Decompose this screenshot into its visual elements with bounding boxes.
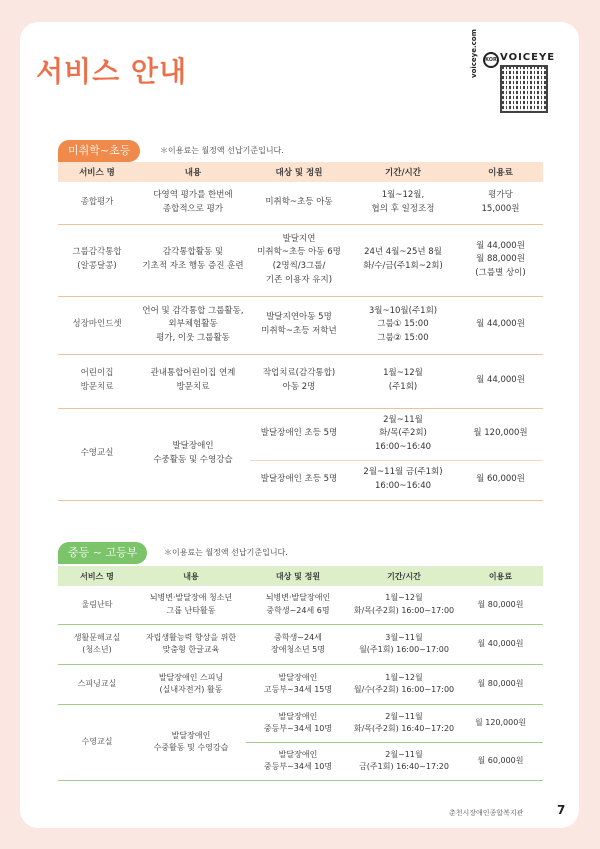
footer-org: 춘천시장애인종합복지관 bbox=[449, 809, 524, 817]
service-fee: 월 60,000원 bbox=[458, 460, 543, 500]
col-header: 대상 및 정원 bbox=[246, 566, 350, 586]
service-content: 뇌병변·발달장애 청소년 그룹 난타활동 bbox=[136, 586, 246, 624]
table-row bbox=[58, 664, 543, 704]
table-header-row bbox=[58, 566, 543, 586]
service-fee: 월 60,000원 bbox=[458, 742, 543, 780]
service-target: 발달장애인 중등부~34세 10명 bbox=[246, 704, 350, 742]
service-fee: 평가당 15,000원 bbox=[458, 182, 543, 224]
service-period: 2월~11월 화/목(주2회) 16:00~16:40 bbox=[348, 408, 458, 460]
service-period: 2월~11월 화/목(주2회) 16:40~17:20 bbox=[350, 704, 458, 742]
service-name: 울림난타 bbox=[58, 586, 136, 624]
table-row bbox=[58, 624, 543, 664]
table-row bbox=[58, 182, 543, 224]
table-row bbox=[58, 704, 543, 742]
service-period: 24년 4월~25년 8월 화/수/금(주1회~2회) bbox=[348, 224, 458, 296]
col-header: 내용 bbox=[136, 566, 246, 586]
section1-table bbox=[58, 162, 543, 501]
service-fee: 월 80,000원 bbox=[458, 664, 543, 704]
service-target: 발달지연아동 5명 미취학~초등 저학년 bbox=[250, 296, 348, 354]
service-fee: 월 44,000원 월 88,000원 (그룹별 상이) bbox=[458, 224, 543, 296]
service-fee: 월 40,000원 bbox=[458, 624, 543, 664]
page-title: 서비스 안내 bbox=[36, 55, 187, 88]
table-row bbox=[58, 354, 543, 408]
service-name: 성장마인드셋 bbox=[58, 296, 136, 354]
service-name: 어린이집 방문치료 bbox=[58, 354, 136, 408]
service-period: 2월~11월 금(주1회) 16:00~16:40 bbox=[348, 460, 458, 500]
col-header: 이용료 bbox=[458, 566, 543, 586]
service-period: 1월~12월 (주1회) bbox=[348, 354, 458, 408]
service-name: 그룹감각통합 (알콩달콩) bbox=[58, 224, 136, 296]
service-name: 스피닝교실 bbox=[58, 664, 136, 704]
page-number: 7 bbox=[557, 803, 566, 817]
qr-code-icon[interactable] bbox=[500, 65, 548, 113]
service-period: 2월~11월 금(주1회) 16:40~17:20 bbox=[350, 742, 458, 780]
service-name: 생활문해교실 (청소년) bbox=[58, 624, 136, 664]
section2-tab: 중등 ~ 고등부 bbox=[58, 542, 147, 564]
service-fee: 월 120,000원 bbox=[458, 408, 543, 460]
service-fee: 월 120,000원 bbox=[458, 704, 543, 742]
service-fee: 월 44,000원 bbox=[458, 354, 543, 408]
service-target: 발달장애인 중등부~34세 10명 bbox=[246, 742, 350, 780]
service-content: 언어 및 감각통합 그룹활동, 외부체험활동 평가, 이웃 그룹활동 bbox=[136, 296, 250, 354]
service-period: 1월~12월 월/수(주2회) 16:00~17:00 bbox=[350, 664, 458, 704]
service-fee: 월 44,000원 bbox=[458, 296, 543, 354]
service-period: 1월~12월, 협의 후 일정조정 bbox=[348, 182, 458, 224]
table-row bbox=[58, 224, 543, 296]
service-content: 관내통합어린이집 연계 방문치료 bbox=[136, 354, 250, 408]
col-header: 이용료 bbox=[458, 162, 543, 182]
service-target: 작업치료(감각통합) 아동 2명 bbox=[250, 354, 348, 408]
service-fee: 월 80,000원 bbox=[458, 586, 543, 624]
service-period: 3월~11월 월(주1회) 16:00~17:00 bbox=[350, 624, 458, 664]
service-period: 1월~12월 화/목(주2회) 16:00~17:00 bbox=[350, 586, 458, 624]
section2-table bbox=[58, 566, 543, 781]
table-row bbox=[58, 586, 543, 624]
service-target: 미취학~초등 아동 bbox=[250, 182, 348, 224]
qr-brand-label: VOICEYE bbox=[500, 52, 556, 63]
qr-site-label: voiceye.com bbox=[470, 29, 478, 78]
table-row bbox=[58, 296, 543, 354]
col-header: 기간/시간 bbox=[350, 566, 458, 586]
kor-logo-icon: KOR bbox=[483, 52, 499, 68]
service-content: 자립생활능력 향상을 위한 맞춤형 한글교육 bbox=[136, 624, 246, 664]
col-header: 대상 및 정원 bbox=[250, 162, 348, 182]
service-content: 감각통합활동 및 기초적 자조 행동 증진 훈련 bbox=[136, 224, 250, 296]
service-target: 발달장애인 초등 5명 bbox=[250, 460, 348, 500]
service-content: 발달장애인 수중활동 및 수영강습 bbox=[136, 408, 250, 500]
col-header: 서비스 명 bbox=[58, 162, 136, 182]
service-content: 발달장애인 스피닝 (실내자전거) 활동 bbox=[136, 664, 246, 704]
service-period: 3월~10월(주1회) 그룹① 15:00 그룹② 15:00 bbox=[348, 296, 458, 354]
section1-tab: 미취학~초등 bbox=[58, 140, 140, 162]
service-name: 수영교실 bbox=[58, 408, 136, 500]
service-target: 발달장애인 초등 5명 bbox=[250, 408, 348, 460]
table-row bbox=[58, 408, 543, 460]
service-content: 발달장애인 수중활동 및 수영강습 bbox=[136, 704, 246, 780]
col-header: 기간/시간 bbox=[348, 162, 458, 182]
section1-note: ＊이용료는 월정액 선납기준입니다. bbox=[160, 146, 284, 155]
col-header: 내용 bbox=[136, 162, 250, 182]
service-name: 수영교실 bbox=[58, 704, 136, 780]
service-target: 발달장애인 고등부~34세 15명 bbox=[246, 664, 350, 704]
service-target: 발달지연 미취학~초등 아동 6명 (2명씩/3그룹/ 기존 이용자 유지) bbox=[250, 224, 348, 296]
section2-note: ＊이용료는 월정액 선납기준입니다. bbox=[164, 548, 288, 557]
table-header-row bbox=[58, 162, 543, 182]
service-content: 다영역 평가를 한번에 종합적으로 평가 bbox=[136, 182, 250, 224]
service-name: 종합평가 bbox=[58, 182, 136, 224]
col-header: 서비스 명 bbox=[58, 566, 136, 586]
service-target: 중학생~24세 장애청소년 5명 bbox=[246, 624, 350, 664]
service-target: 뇌병변·발달장애인 중학생~24세 6명 bbox=[246, 586, 350, 624]
